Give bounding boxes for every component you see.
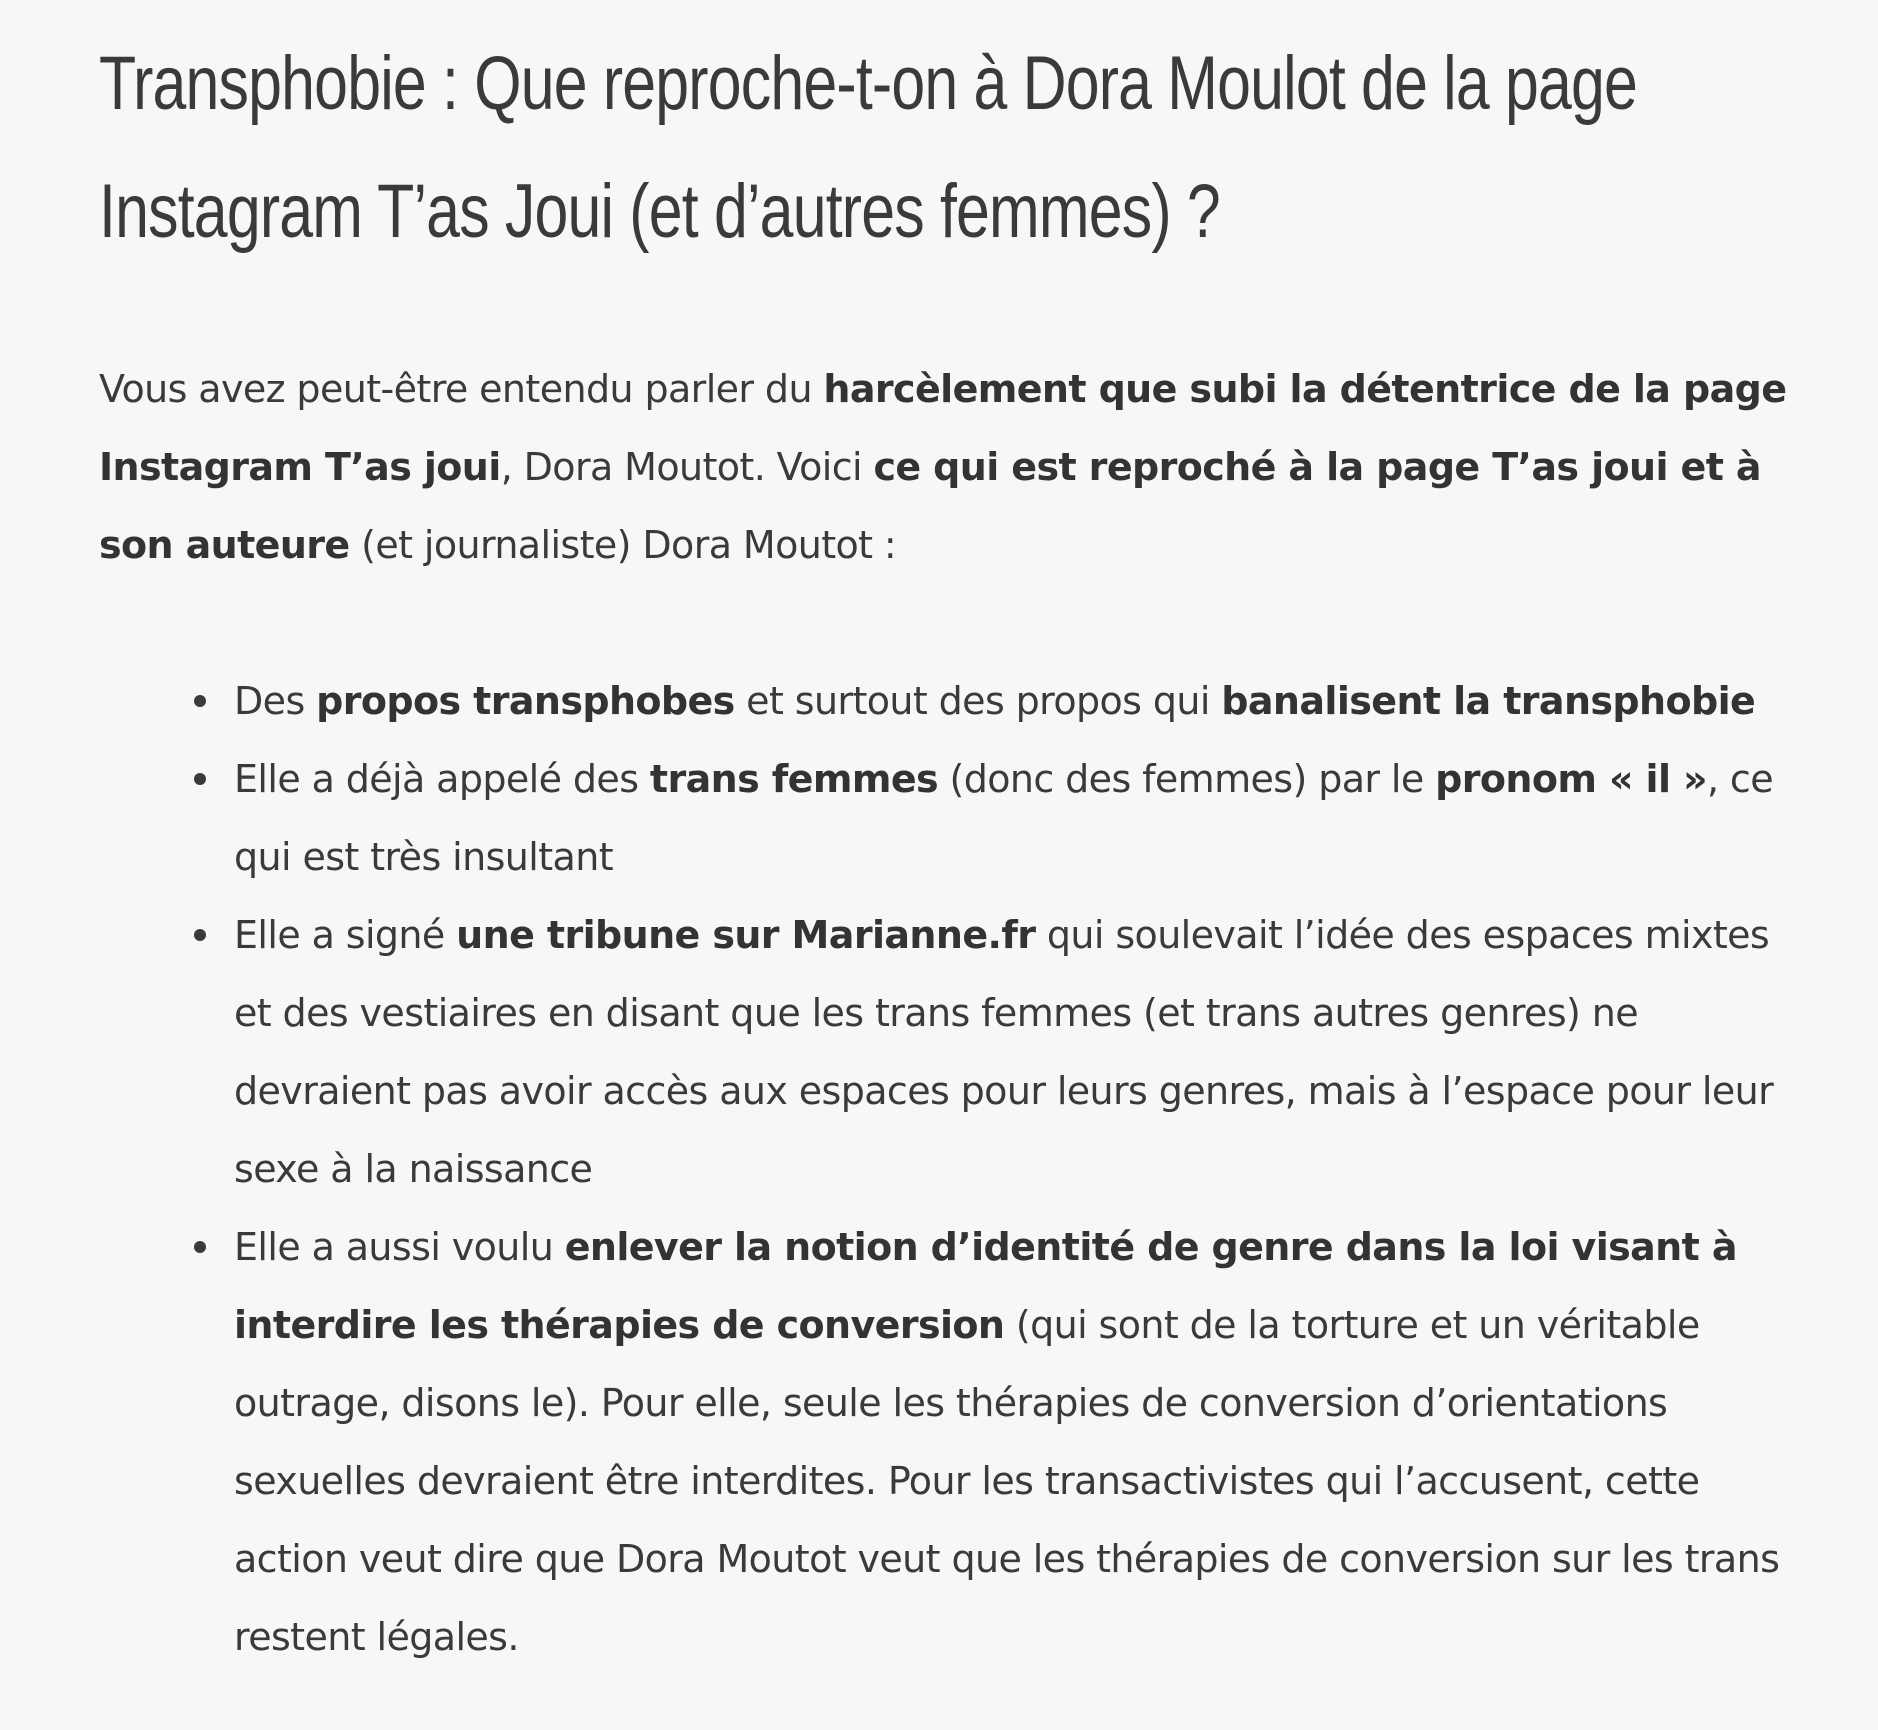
intro-paragraph xyxy=(99,350,1799,584)
intro-bold: harcèlement que subi la détentrice de la page Instagram T’as joui xyxy=(99,367,1787,489)
intro-bold: ce qui est reproché à la page T’as joui et à son auteure xyxy=(99,445,1761,567)
article xyxy=(99,20,1799,1676)
list-item xyxy=(234,896,1784,1208)
article-title: Transphobie : Que reproche-t-on à Dora Moulot de la page Instagram T’as Joui (et d’autres femmes) ? xyxy=(99,41,1638,254)
bullet-icon xyxy=(194,929,206,941)
accusations-list xyxy=(99,662,1784,1676)
intro-text: , Dora Moutot. Voici xyxy=(500,445,874,489)
bullet-icon xyxy=(194,695,206,707)
item-text: Des xyxy=(234,679,317,723)
item-text: (qui sont de la torture et un véritable outrage, disons le). Pour elle, seule les thérapies de conversion d’orientations sexuelles devraient être interdites. Pour les transactivistes qui l’accusent, cette action veut dire que Dora Moutot veut que les thérapies de conversion sur les trans restent légales. xyxy=(234,1303,1780,1659)
list-item xyxy=(234,740,1784,896)
list-item xyxy=(234,1208,1784,1676)
item-text: Elle a aussi voulu xyxy=(234,1225,565,1269)
item-bold: trans femmes xyxy=(649,757,939,801)
bullet-icon xyxy=(194,1241,206,1253)
item-text: qui soulevait l’idée des espaces mixtes et des vestiaires en disant que les trans femmes (et trans autres genres) ne devraient pas avoir accès aux espaces pour leurs genres, mais à l’espace pour leur sexe à la naissance xyxy=(234,913,1774,1191)
list-item xyxy=(234,662,1784,740)
item-text: Elle a déjà appelé des xyxy=(234,757,650,801)
item-bold: une tribune sur Marianne.fr xyxy=(456,913,1036,957)
bullet-icon xyxy=(194,773,206,785)
item-text: et surtout des propos qui xyxy=(734,679,1222,723)
item-bold: propos transphobes xyxy=(316,679,735,723)
item-bold: pronom « il » xyxy=(1435,757,1707,801)
intro-text: (et journaliste) Dora Moutot : xyxy=(349,523,897,567)
item-bold: banalisent la transphobie xyxy=(1221,679,1756,723)
item-text: Elle a signé xyxy=(234,913,457,957)
item-text: , ce qui est très insultant xyxy=(234,757,1773,879)
intro-text: Vous avez peut-être entendu parler du xyxy=(99,367,824,411)
item-bold: enlever la notion d’identité de genre dans la loi visant à interdire les thérapies de conversion xyxy=(234,1225,1737,1347)
item-text: (donc des femmes) par le xyxy=(938,757,1436,801)
